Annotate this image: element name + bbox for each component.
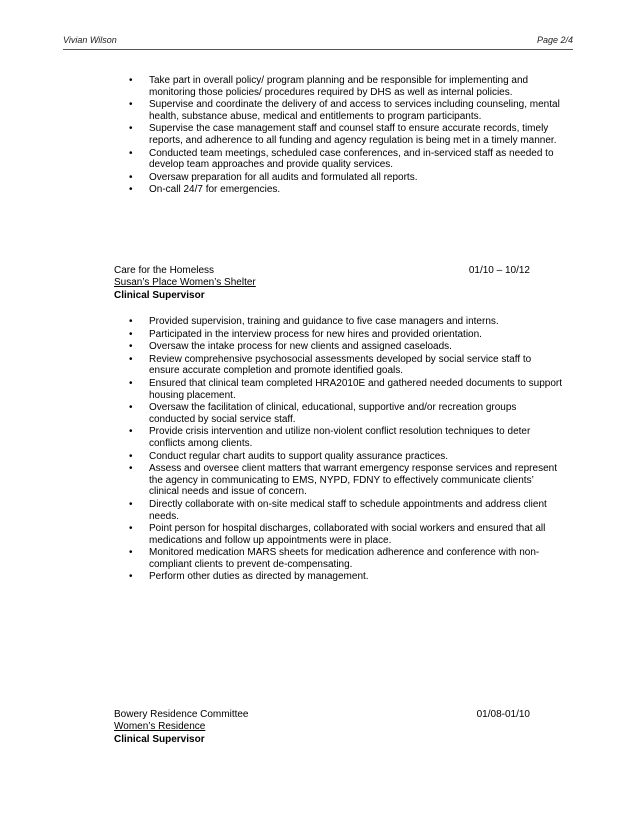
list-item: • Take part in overall policy/ program planning and be responsible for implementing and monitoring those policies/ procedures required by DHS as well as internal policies. (129, 75, 529, 98)
bullet-icon: • (129, 341, 133, 353)
list-item: • On-call 24/7 for emergencies. (129, 184, 281, 196)
list-item: • Conduct regular chart audits to support quality assurance practices. (129, 450, 449, 462)
list-item: • Oversaw the facilitation of clinical, educational, supportive and/or recreation groups conducted by social service staff. (129, 402, 517, 425)
list-item: • Supervise the case management staff and counsel staff to ensure accurate records, timely reports, and adherence to all funding and agency regulation is being met in a timely manner. (129, 123, 557, 146)
job-title: Clinical Supervisor (114, 289, 205, 301)
bullet-icon: • (129, 75, 133, 86)
program-name: Women’s Residence (114, 721, 206, 733)
job-title: Clinical Supervisor (114, 733, 205, 745)
bullet-icon: • (129, 99, 133, 111)
bullet-icon: • (129, 450, 133, 462)
list-item: • Review comprehensive psychosocial assessments developed by social service staff to ensure accurate completion and promote identified goals. (129, 353, 532, 377)
header-page-number: Page 2/4 (536, 35, 573, 45)
list-item: • Oversaw the intake process for new clients and assigned caseloads. (129, 341, 452, 353)
bullet-icon: • (129, 123, 133, 135)
organization-name: Bowery Residence Committee 01/08-01/10 (114, 709, 530, 720)
bullet-icon: • (129, 147, 133, 159)
header-name: Vivian Wilson (63, 35, 117, 45)
list-item: • Participated in the interview process for new hires and provided orientation. (129, 328, 482, 340)
bullet-icon: • (129, 547, 133, 559)
list-item: • Ensured that clinical team completed HRA2010E and gathered needed documents to support housing placement. (129, 377, 563, 401)
employment-dates: 01/08-01/10 (476, 709, 530, 720)
bullet-icon: • (129, 353, 133, 365)
duties-list-2 (0, 316, 638, 584)
bullet-icon: • (129, 171, 133, 183)
employment-dates: 01/10 – 10/12 (468, 265, 530, 276)
list-item: • Oversaw preparation for all audits and formulated all reports. (129, 171, 418, 183)
list-item: • Assess and oversee client matters that warrant emergency response services and represent the agency in communicating to EMS, NYPD, FDNY to effectively communicate clients’ clinical needs and issue of concern. (129, 463, 557, 498)
job-entry-care-for-the-homeless (114, 265, 530, 302)
list-item: • Provided supervision, training and guidance to five case managers and interns. (129, 316, 499, 327)
bullet-icon: • (129, 184, 133, 196)
duties-list-1 (0, 75, 638, 197)
list-item: • Point person for hospital discharges, collaborated with social workers and ensured that all medications and follow up appointments were in place. (129, 523, 546, 546)
bullet-icon: • (129, 571, 133, 583)
list-item: • Directly collaborate with on-site medical staff to schedule appointments and address client needs. (129, 498, 547, 522)
bullet-icon: • (129, 377, 133, 389)
bullet-icon: • (129, 523, 133, 535)
bullet-icon: • (129, 402, 133, 414)
bullet-icon: • (129, 498, 133, 510)
organization-name: Care for the Homeless 01/10 – 10/12 (114, 265, 530, 276)
bullet-icon: • (129, 328, 133, 340)
bullet-icon: • (129, 426, 133, 438)
list-item: • Perform other duties as directed by management. (129, 571, 369, 583)
page-header (63, 35, 573, 50)
job-entry-bowery-residence (114, 709, 530, 746)
list-item: • Conducted team meetings, scheduled case conferences, and in-serviced staff as needed to develop team approaches and provide quality services. (129, 147, 554, 171)
bullet-icon: • (129, 463, 133, 475)
program-name: Susan’s Place Women’s Shelter (114, 277, 256, 289)
list-item: • Monitored medication MARS sheets for medication adherence and conference with non-compliant clients to prevent de-compensating. (129, 547, 540, 570)
list-item: • Supervise and coordinate the delivery of and access to services including counseling, mental health, substance abuse, medical and entitlements to program participants. (129, 99, 560, 122)
bullet-icon: • (129, 316, 133, 327)
list-item: • Provide crisis intervention and utilize non-violent conflict resolution techniques to deter conflicts among clients. (129, 426, 531, 449)
